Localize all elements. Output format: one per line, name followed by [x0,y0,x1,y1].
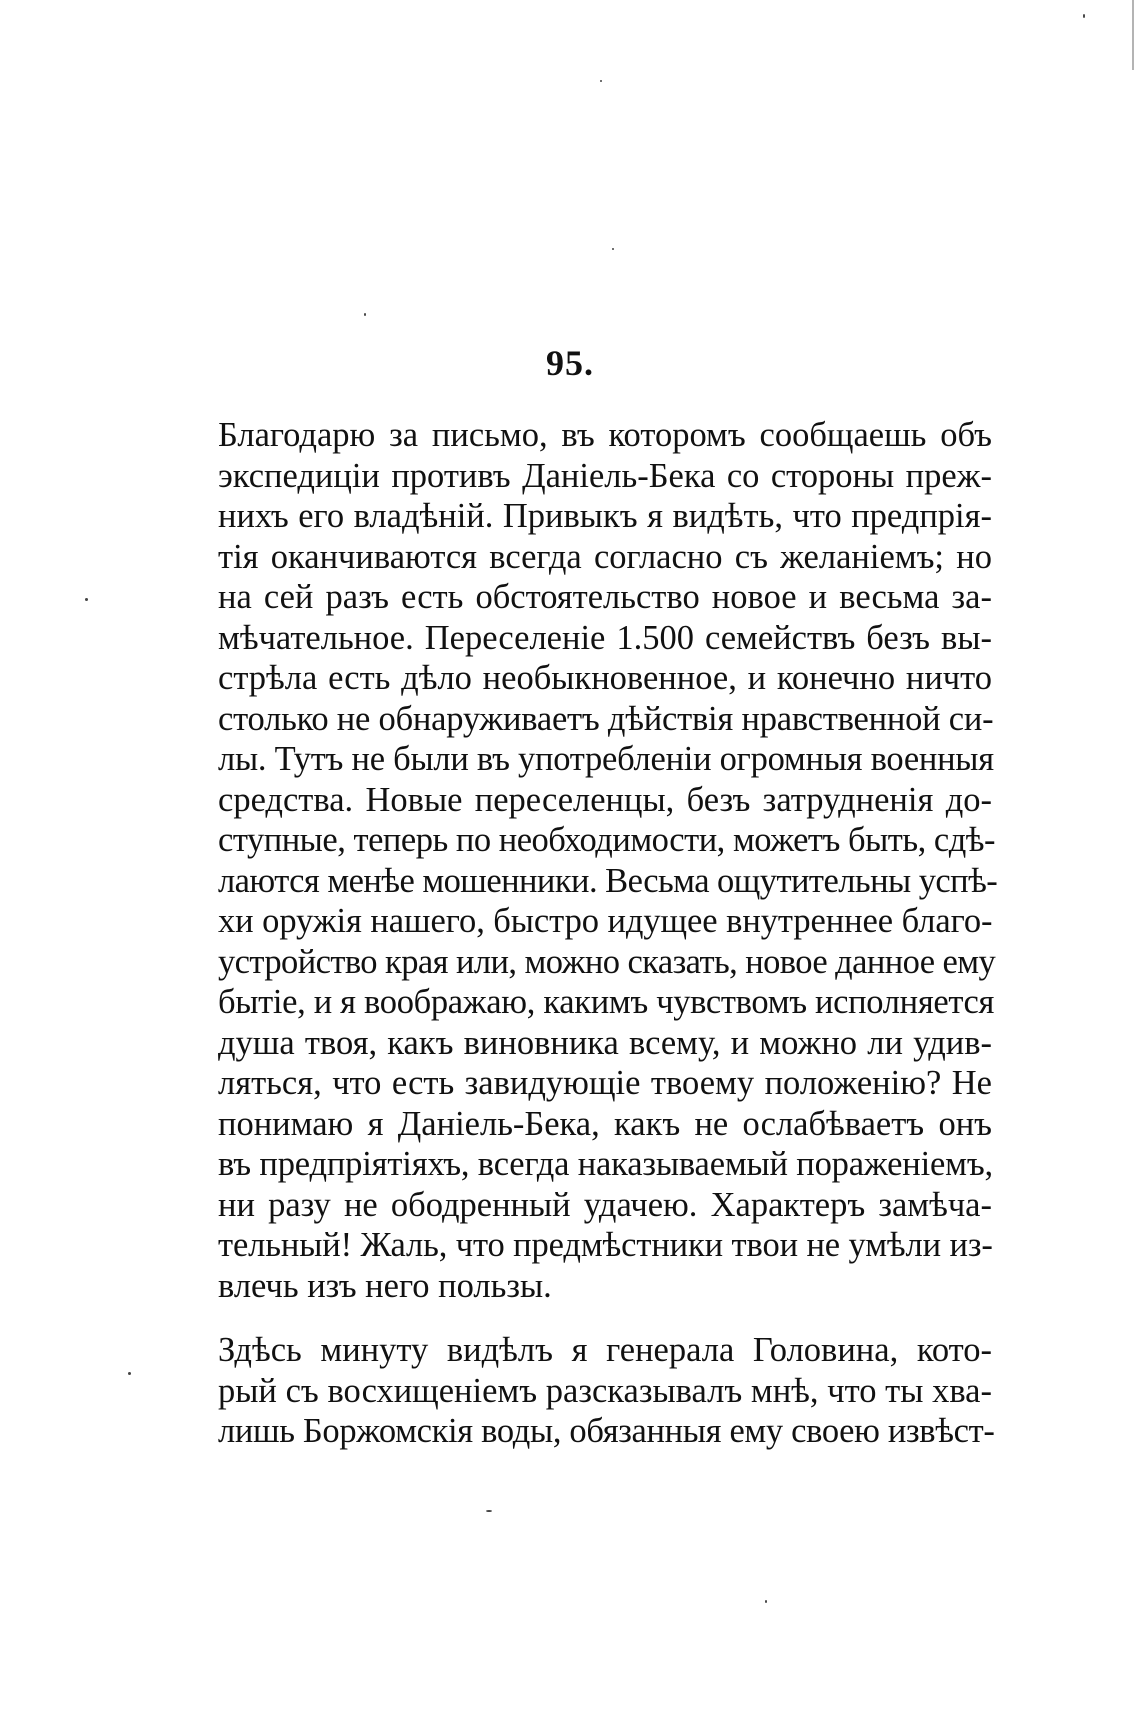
text-line: стрѣла есть дѣло необыкновенное, и конечно ничто [218,659,992,697]
text-line: нихъ его владѣній. Привыкъ я видѣть, что предпрія- [218,497,992,535]
text-line: мѣчательное. Переселеніе 1.500 семействъ безъ вы- [218,618,992,657]
text-line: хи оружія нашего, быстро идущее внутреннее благо- [218,902,993,940]
text-line: средства. Новые переселенцы, безъ затрудненія до- [218,780,992,819]
scan-speck [1083,14,1085,18]
text-line: тельный! Жаль, что предмѣстники твои не умѣли из- [218,1226,993,1264]
text-line: устройство края или, можно сказать, новое данное ему [218,942,996,981]
text-line: ляться, что есть завидующіе твоему положенію? Не [218,1064,992,1102]
text-line: ни разу не ободренный удачею. Характеръ замѣча- [218,1185,992,1224]
scan-speck [486,1510,492,1512]
text-line: душа твоя, какъ виновника всему, и можно ли удив- [218,1023,992,1062]
text-line-last: влечь изъ него пользы. [218,1266,552,1305]
scan-speck [612,248,614,250]
page-number: 95. [546,343,594,383]
scan-speck [364,313,366,316]
scan-speck [85,598,88,601]
text-line: рый съ восхищеніемъ разсказывалъ мнѣ, что ты хва- [218,1371,992,1410]
paragraph-2 [218,1330,995,1452]
text-line: экспедиціи противъ Даніель-Бека со стороны преж- [218,456,992,495]
text-line: лаются менѣе мошенники. Весьма ощутительны успѣ- [218,861,998,900]
text-line: Благодарю за письмо, въ которомъ сообщаешь объ [218,416,992,454]
text-line: лы. Тутъ не были въ употребленіи огромныя военныя [218,740,994,778]
text-line: ступные, теперь по необходимости, можетъ быть, сдѣ- [218,821,996,859]
scan-speck [600,80,602,82]
scan-speck [765,1600,767,1603]
text-line: лишь Боржомскія воды, обязанныя ему своею извѣст- [218,1412,995,1450]
text-line: бытіе, и я воображаю, какимъ чувствомъ исполняется [218,983,995,1021]
text-line: тія оканчиваются всегда согласно съ желаніемъ; но [218,537,992,576]
paragraph-1 [218,415,998,1306]
text-line: въ предпріятіяхъ, всегда наказываемый пораженіемъ, [218,1145,993,1183]
text-line: столько не обнаруживаетъ дѣйствія нравственной си- [218,699,994,738]
text-line: понимаю я Даніель-Бека, какъ не ослабѣваетъ онъ [218,1104,992,1143]
text-line: на сей разъ есть обстоятельство новое и весьма за- [218,578,992,616]
scan-speck [128,1372,131,1375]
text-line: Здѣсь минуту видѣлъ я генерала Головина, кото- [218,1331,992,1369]
scan-edge-line [1132,0,1134,70]
